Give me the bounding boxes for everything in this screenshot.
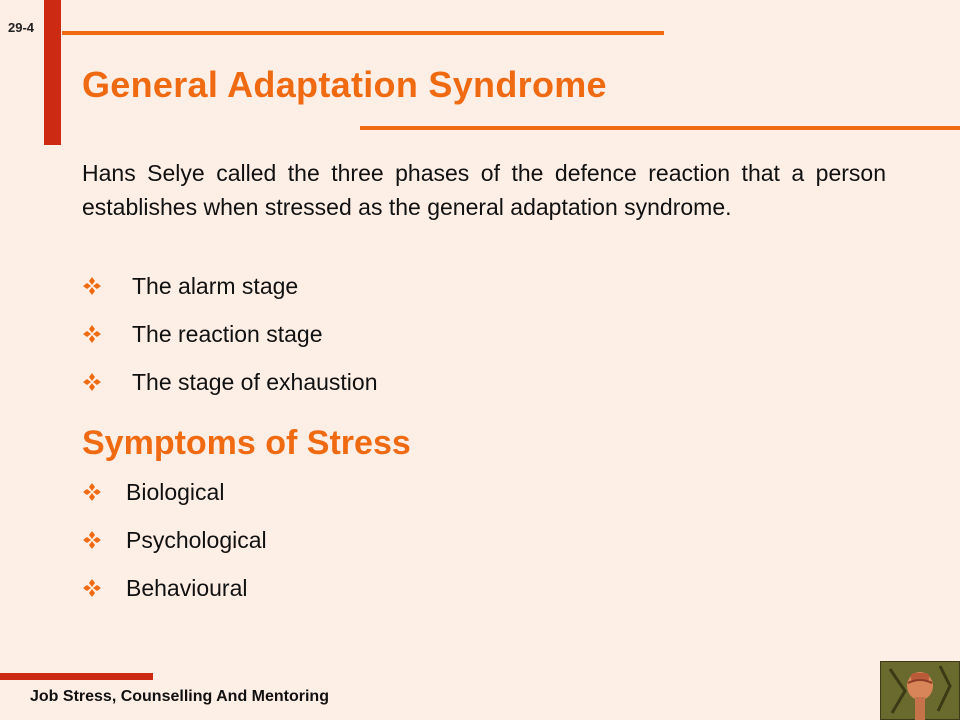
stage-label: The stage of exhaustion [132,368,378,395]
diamond-bullet-icon [82,276,102,296]
stage-label: The reaction stage [132,320,323,347]
list-item [82,358,378,406]
list-item [82,468,267,516]
diamond-bullet-icon [82,372,102,392]
diamond-bullet-icon [82,482,102,502]
list-item [82,310,378,358]
stage-label: The alarm stage [132,272,299,299]
list-item [82,262,378,310]
list-item [82,516,267,564]
slide-title: General Adaptation Syndrome [82,64,607,105]
symptom-label: Psychological [126,526,267,553]
diamond-bullet-icon [82,578,102,598]
slide-number: 29-4 [8,20,35,35]
symptom-label: Biological [126,478,225,505]
stages-list [82,262,378,406]
header-top-line [62,31,664,35]
stress-fist-image [880,661,960,720]
header-red-bar [44,0,61,145]
footer-text: Job Stress, Counselling And Mentoring [30,688,329,705]
title-underline [360,126,960,130]
symptoms-heading: Symptoms of Stress [82,424,411,462]
symptom-label: Behavioural [126,574,248,601]
diamond-bullet-icon [82,530,102,550]
footer-red-bar [0,673,153,680]
symptoms-list [82,468,267,612]
intro-paragraph: Hans Selye called the three phases of the defence reaction that a person establishes when stressed as the general adaptation syndrome. [82,160,886,220]
list-item [82,564,267,612]
diamond-bullet-icon [82,324,102,344]
